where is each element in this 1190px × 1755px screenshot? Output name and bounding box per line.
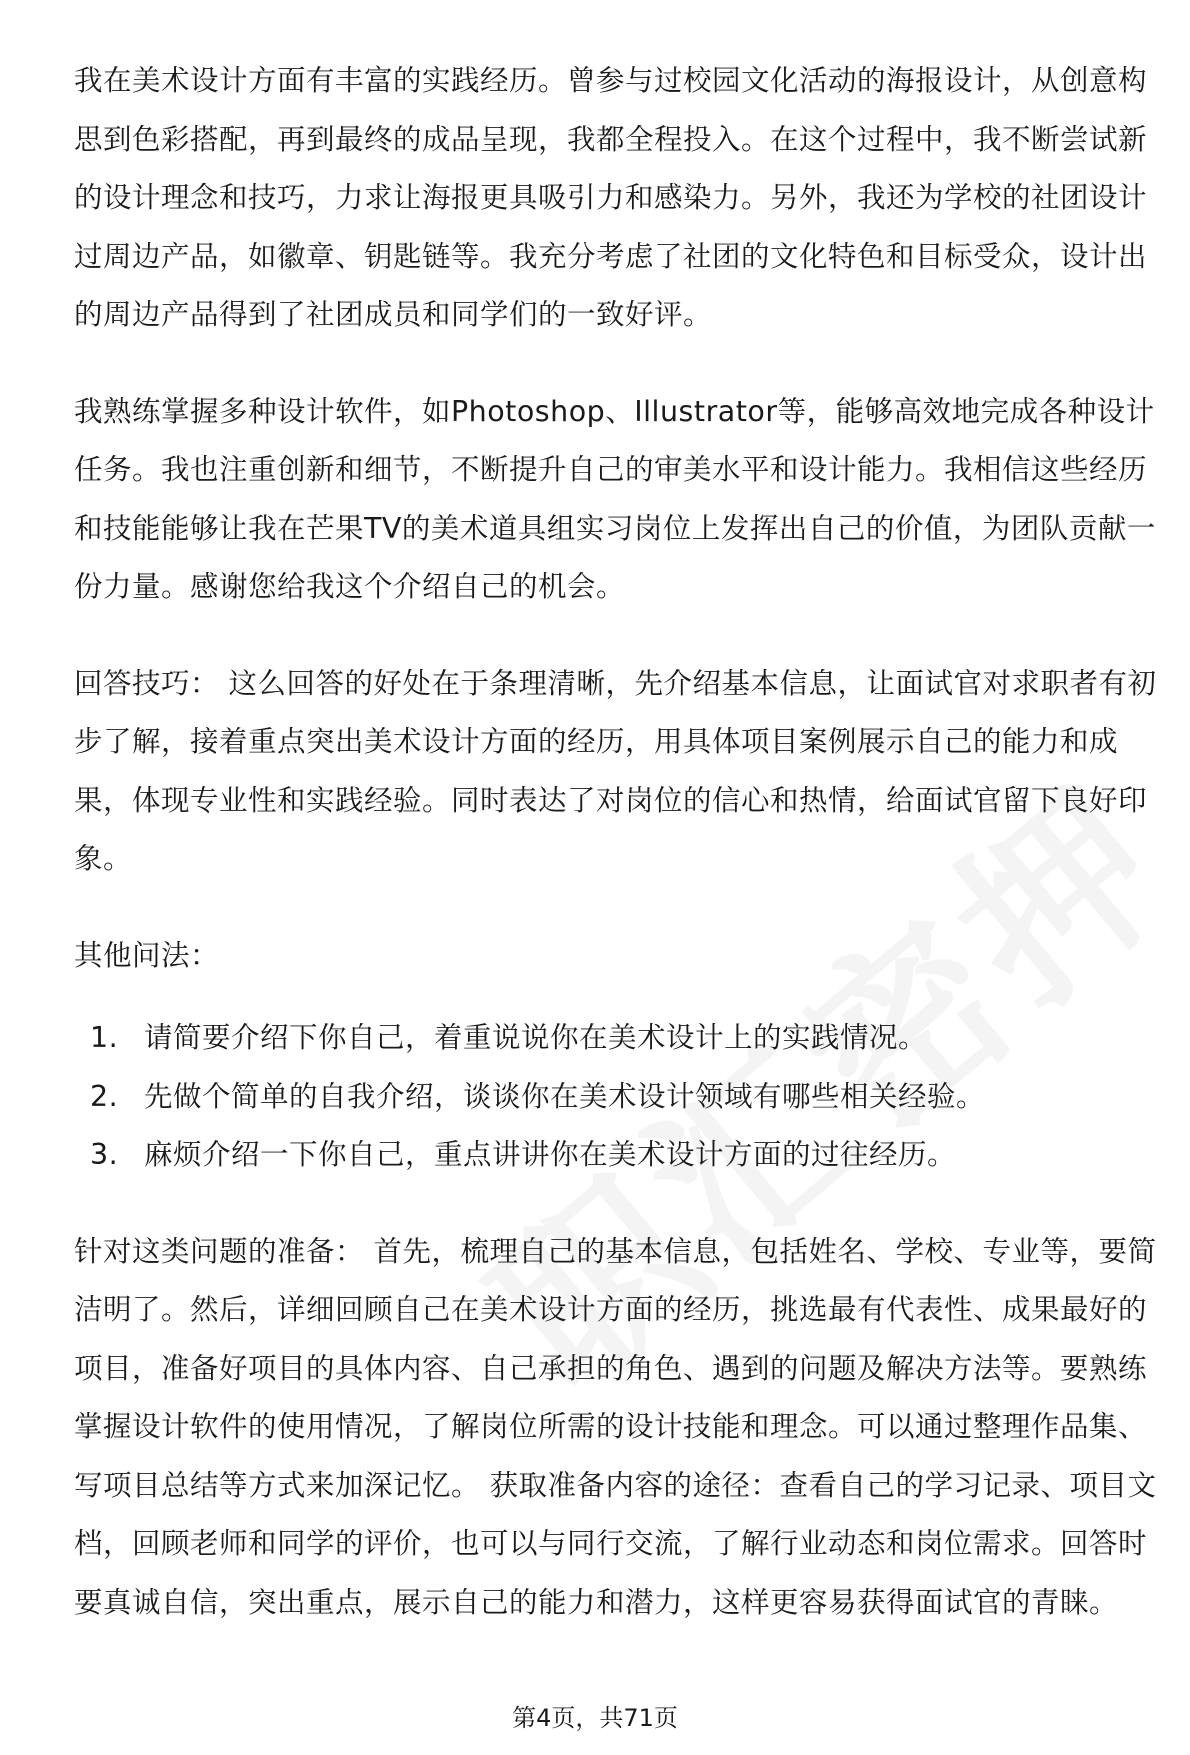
paragraph-skills: 我熟练掌握多种设计软件，如Photoshop、Illustrator等，能够高效地完成各种设计任务。我也注重创新和细节，不断提升自己的审美水平和设计能力。我相信这些经历和技能能够让我在芒果TV的美术道具组实习岗位上发挥出自己的价值，为团队贡献一份力量。感谢您给我这个介绍自己的机会。 xyxy=(74,394,1156,603)
document-body xyxy=(74,52,1164,1632)
list-item-number: 1. xyxy=(90,1021,119,1054)
list-item-text: 请简要介绍下你自己，着重说说你在美术设计上的实践情况。 xyxy=(144,1021,928,1054)
list-item-number: 3. xyxy=(90,1138,119,1171)
paragraph-other-questions-heading: 其他问法： xyxy=(74,938,220,972)
paragraph-answer-tips: 回答技巧： 这么回答的好处在于条理清晰，先介绍基本信息，让面试官对求职者有初步了解，接着重点突出美术设计方面的经历，用具体项目案例展示自己的能力和成果，体现专业性和实践经验。同时表达了对岗位的信心和热情，给面试官留下良好印象。 xyxy=(74,666,1157,875)
list-item xyxy=(74,1009,1164,1068)
paragraph-experience: 我在美术设计方面有丰富的实践经历。曾参与过校园文化活动的海报设计，从创意构思到色彩搭配，再到最终的成品呈现，我都全程投入。在这个过程中，我不断尝试新的设计理念和技巧，力求让海报更具吸引力和感染力。另外，我还为学校的社团设计过周边产品，如徽章、钥匙链等。我充分考虑了社团的文化特色和目标受众，设计出的周边产品得到了社团成员和同学们的一致好评。 xyxy=(74,64,1148,331)
page-number-footer: 第4页，共71页 xyxy=(512,1704,678,1732)
paragraph-preparation: 针对这类问题的准备： 首先，梳理自己的基本信息，包括姓名、学校、专业等，要简洁明了。然后，详细回顾自己在美术设计方面的经历，挑选最有代表性、成果最好的项目，准备好项目的具体内容、自己承担的角色、遇到的问题及解决方法等。要熟练掌握设计软件的使用情况，了解岗位所需的设计技能和理念。可以通过整理作品集、写项目总结等方式来加深记忆。 获取准备内容的途径：查看自己的学习记录、项目文档，回顾老师和同学的评价，也可以与同行交流，了解行业动态和岗位需求。回答时要真诚自信，突出重点，展示自己的能力和潜力，这样更容易获得面试官的青睐。 xyxy=(74,1234,1157,1619)
other-questions-list xyxy=(74,1009,1164,1185)
list-item-text: 先做个简单的自我介绍，谈谈你在美术设计领域有哪些相关经验。 xyxy=(144,1079,986,1113)
list-item xyxy=(74,1126,1164,1185)
list-item-text: 麻烦介绍一下你自己，重点讲讲你在美术设计方面的过往经历。 xyxy=(144,1138,957,1171)
list-item-number: 2. xyxy=(90,1079,119,1113)
list-item xyxy=(74,1068,1164,1127)
